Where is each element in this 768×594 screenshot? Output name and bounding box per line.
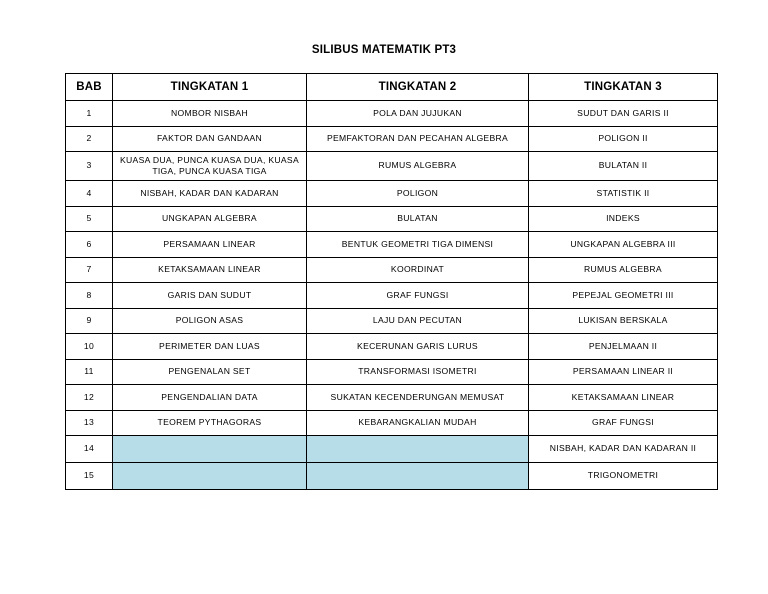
cell-tingkatan-1: FAKTOR DAN GANDAAN (113, 126, 307, 152)
cell-bab: 10 (66, 334, 113, 360)
cell-tingkatan-2: POLIGON (307, 181, 529, 207)
table-row (66, 436, 718, 463)
cell-tingkatan-1: PERSAMAAN LINEAR (113, 232, 307, 258)
header-tingkatan-3: TINGKATAN 3 (529, 74, 718, 101)
syllabus-table (65, 73, 718, 490)
table-row (66, 232, 718, 258)
table-row (66, 308, 718, 334)
cell-bab: 1 (66, 101, 113, 127)
cell-tingkatan-2: KEBARANGKALIAN MUDAH (307, 410, 529, 436)
cell-tingkatan-2: TRANSFORMASI ISOMETRI (307, 359, 529, 385)
cell-tingkatan-3: UNGKAPAN ALGEBRA III (529, 232, 718, 258)
cell-tingkatan-3: POLIGON II (529, 126, 718, 152)
cell-tingkatan-1: TEOREM PYTHAGORAS (113, 410, 307, 436)
table-row (66, 126, 718, 152)
header-tingkatan-2: TINGKATAN 2 (307, 74, 529, 101)
cell-tingkatan-3: PEPEJAL GEOMETRI III (529, 283, 718, 309)
table-row (66, 283, 718, 309)
cell-tingkatan-3: BULATAN II (529, 152, 718, 181)
cell-tingkatan-3: LUKISAN BERSKALA (529, 308, 718, 334)
cell-tingkatan-3: SUDUT DAN GARIS II (529, 101, 718, 127)
cell-tingkatan-2-empty (307, 436, 529, 463)
table-row (66, 359, 718, 385)
cell-tingkatan-3: STATISTIK II (529, 181, 718, 207)
cell-tingkatan-3: NISBAH, KADAR DAN KADARAN II (529, 436, 718, 463)
cell-tingkatan-2: KOORDINAT (307, 257, 529, 283)
cell-bab: 11 (66, 359, 113, 385)
header-bab: BAB (66, 74, 113, 101)
cell-bab: 3 (66, 152, 113, 181)
cell-tingkatan-2: SUKATAN KECENDERUNGAN MEMUSAT (307, 385, 529, 411)
table-row (66, 334, 718, 360)
cell-bab: 4 (66, 181, 113, 207)
cell-tingkatan-1: NISBAH, KADAR DAN KADARAN (113, 181, 307, 207)
cell-tingkatan-1: PERIMETER DAN LUAS (113, 334, 307, 360)
table-row (66, 206, 718, 232)
cell-bab: 8 (66, 283, 113, 309)
cell-tingkatan-1: KUASA DUA, PUNCA KUASA DUA, KUASA TIGA, PUNCA KUASA TIGA (113, 152, 307, 181)
header-tingkatan-1: TINGKATAN 1 (113, 74, 307, 101)
cell-tingkatan-3: TRIGONOMETRI (529, 463, 718, 490)
cell-tingkatan-2-empty (307, 463, 529, 490)
cell-tingkatan-2: BENTUK GEOMETRI TIGA DIMENSI (307, 232, 529, 258)
cell-tingkatan-1: PENGENALAN SET (113, 359, 307, 385)
cell-bab: 5 (66, 206, 113, 232)
cell-tingkatan-2: BULATAN (307, 206, 529, 232)
cell-tingkatan-2: KECERUNAN GARIS LURUS (307, 334, 529, 360)
table-row (66, 385, 718, 411)
cell-bab: 13 (66, 410, 113, 436)
cell-tingkatan-1: UNGKAPAN ALGEBRA (113, 206, 307, 232)
cell-tingkatan-1: GARIS DAN SUDUT (113, 283, 307, 309)
cell-bab: 2 (66, 126, 113, 152)
table-row (66, 463, 718, 490)
cell-tingkatan-3: PERSAMAAN LINEAR II (529, 359, 718, 385)
cell-tingkatan-2: LAJU DAN PECUTAN (307, 308, 529, 334)
cell-bab: 7 (66, 257, 113, 283)
cell-bab: 14 (66, 436, 113, 463)
table-row (66, 181, 718, 207)
cell-tingkatan-1: KETAKSAMAAN LINEAR (113, 257, 307, 283)
cell-tingkatan-2: PEMFAKTORAN DAN PECAHAN ALGEBRA (307, 126, 529, 152)
cell-tingkatan-2: RUMUS ALGEBRA (307, 152, 529, 181)
cell-tingkatan-1-empty (113, 436, 307, 463)
cell-tingkatan-1: POLIGON ASAS (113, 308, 307, 334)
cell-tingkatan-3: INDEKS (529, 206, 718, 232)
table-row (66, 152, 718, 181)
cell-tingkatan-3: RUMUS ALGEBRA (529, 257, 718, 283)
cell-bab: 15 (66, 463, 113, 490)
cell-tingkatan-1-empty (113, 463, 307, 490)
cell-bab: 9 (66, 308, 113, 334)
cell-bab: 6 (66, 232, 113, 258)
cell-bab: 12 (66, 385, 113, 411)
cell-tingkatan-3: KETAKSAMAAN LINEAR (529, 385, 718, 411)
table-row (66, 101, 718, 127)
cell-tingkatan-2: POLA DAN JUJUKAN (307, 101, 529, 127)
cell-tingkatan-1: PENGENDALIAN DATA (113, 385, 307, 411)
cell-tingkatan-3: PENJELMAAN II (529, 334, 718, 360)
header-row (66, 74, 718, 101)
table-row (66, 257, 718, 283)
cell-tingkatan-1: NOMBOR NISBAH (113, 101, 307, 127)
document-title: SILIBUS MATEMATIK PT3 (311, 44, 457, 56)
cell-tingkatan-3: GRAF FUNGSI (529, 410, 718, 436)
cell-tingkatan-2: GRAF FUNGSI (307, 283, 529, 309)
table-row (66, 410, 718, 436)
